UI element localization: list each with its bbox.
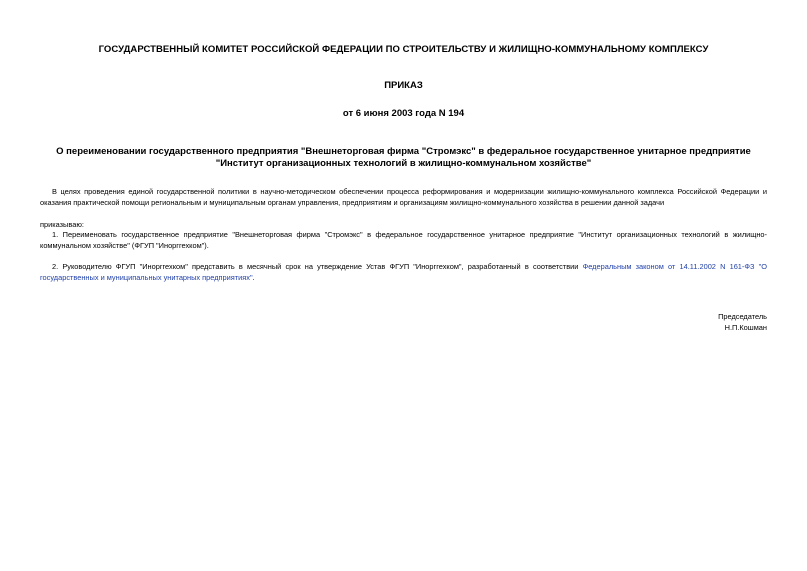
federal-law-link[interactable]: Федеральным законом от 14.11.2002 N 161-ФЗ "О государственных и муниципальных унитарных предприятиях"	[40, 262, 767, 282]
preamble-paragraph: В целях проведения единой государственной политики в научно-методическом обеспечении процесса реформирования и модернизации жилищно-коммунального комплекса Российской Федерации и оказания практической помощи региональным и муниципальным органам управления, предприятиям и организациям жилищно-коммунального хозяйства в решении данной задачи	[40, 187, 767, 207]
signatory-role: Председатель	[718, 312, 767, 321]
order-word: приказываю:	[40, 220, 84, 229]
order-item-1: 1. Переименовать государственное предприятие "Внешнеторговая фирма "Стромэкс" в федеральное государственное унитарное предприятие "Институт организационных технологий в жилищно-коммунальном хозяйстве" (ФГУП "Инорггехком").	[40, 230, 767, 250]
order-item-2-end: .	[252, 273, 255, 282]
document-type: ПРИКАЗ	[384, 80, 423, 91]
signatory-name: Н.П.Кошман	[724, 323, 767, 332]
document-title: О переименовании государственного предприятия "Внешнеторговая фирма "Стромэкс" в федеральное государственное унитарное предприятие "Институт организационных технологий в жилищно-коммунальном хозяйстве"	[56, 146, 751, 169]
order-item-2	[40, 261, 767, 283]
order-item-2-text: 2. Руководителю ФГУП "Инорггехком" представить в месячный срок на утверждение Устав ФГУП "Инорггехком", разработанный в соответствии	[52, 262, 583, 271]
document-date-number: от 6 июня 2003 года N 194	[342, 108, 465, 119]
issuing-agency: ГОСУДАРСТВЕННЫЙ КОМИТЕТ РОССИЙСКОЙ ФЕДЕРАЦИИ ПО СТРОИТЕЛЬСТВУ И ЖИЛИЩНО-КОММУНАЛЬНОМУ КОМПЛЕКСУ	[98, 44, 709, 55]
